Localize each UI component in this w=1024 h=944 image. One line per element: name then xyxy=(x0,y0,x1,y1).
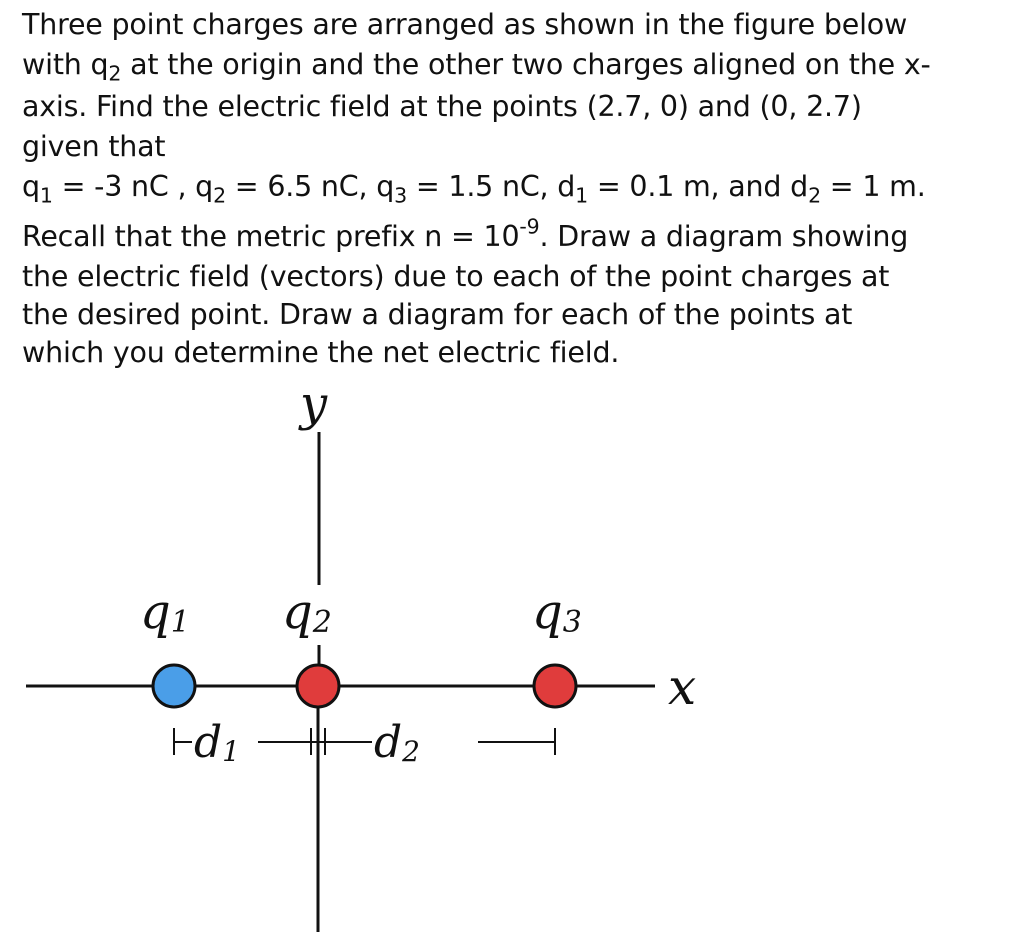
subscript: 2 xyxy=(108,61,122,86)
charge-q3-label xyxy=(532,584,582,640)
d1-value: = 0.1 m, and xyxy=(588,170,782,203)
charge-q1-label xyxy=(140,584,190,640)
q1-symbol: q xyxy=(22,170,40,203)
text-line: the electric field (vectors) due to each of the point charges at xyxy=(22,260,890,293)
charge-q2-label xyxy=(282,584,332,640)
charge-q1 xyxy=(153,665,195,707)
text-line: with q xyxy=(22,48,109,81)
charge-q2 xyxy=(297,665,339,707)
subscript: 2 xyxy=(402,735,420,768)
q-symbol: q xyxy=(140,584,171,640)
subscript: 2 xyxy=(808,183,821,208)
subscript: 1 xyxy=(170,605,190,640)
text-line: Three point charges are arranged as shown in the figure below xyxy=(22,8,908,41)
y-axis-label: y xyxy=(300,376,328,432)
q-symbol: q xyxy=(532,584,563,640)
subscript: 1 xyxy=(39,183,53,208)
q3-value: = 1.5 nC, xyxy=(406,170,549,203)
subscript: 2 xyxy=(312,605,332,640)
d1-symbol: d xyxy=(548,170,576,203)
d2-value: = 1 m. xyxy=(820,170,926,203)
subscript: 3 xyxy=(562,605,582,640)
q2-symbol: q xyxy=(186,170,214,203)
q3-symbol: q xyxy=(367,170,395,203)
superscript: -9 xyxy=(519,214,540,239)
text-line: which you determine the net electric field. xyxy=(22,336,620,369)
subscript: 1 xyxy=(575,183,589,208)
d-symbol: d xyxy=(374,717,403,768)
text-line: the desired point. Draw a diagram for each of the points at xyxy=(22,298,853,331)
subscript: 1 xyxy=(222,735,240,768)
q-symbol: q xyxy=(282,584,313,640)
q1-value: = -3 nC , xyxy=(52,170,187,203)
d2-symbol: d xyxy=(781,170,809,203)
x-axis-label: x xyxy=(668,658,697,716)
d-symbol: d xyxy=(194,717,223,768)
text-line: axis. Find the electric field at the points (2.7, 0) and (0, 2.7) xyxy=(22,90,862,123)
subscript: 2 xyxy=(213,183,226,208)
subscript: 3 xyxy=(394,183,407,208)
q2-value: = 6.5 nC, xyxy=(225,170,368,203)
d1-label xyxy=(194,717,240,768)
text-line: Recall that the metric prefix n = 10 xyxy=(22,220,520,253)
text-line: at the origin and the other two charges aligned on the x- xyxy=(121,48,931,81)
text-line: . Draw a diagram showing xyxy=(539,220,909,253)
charge-q3 xyxy=(534,665,576,707)
text-line: given that xyxy=(22,130,166,163)
d2-label xyxy=(374,717,420,768)
